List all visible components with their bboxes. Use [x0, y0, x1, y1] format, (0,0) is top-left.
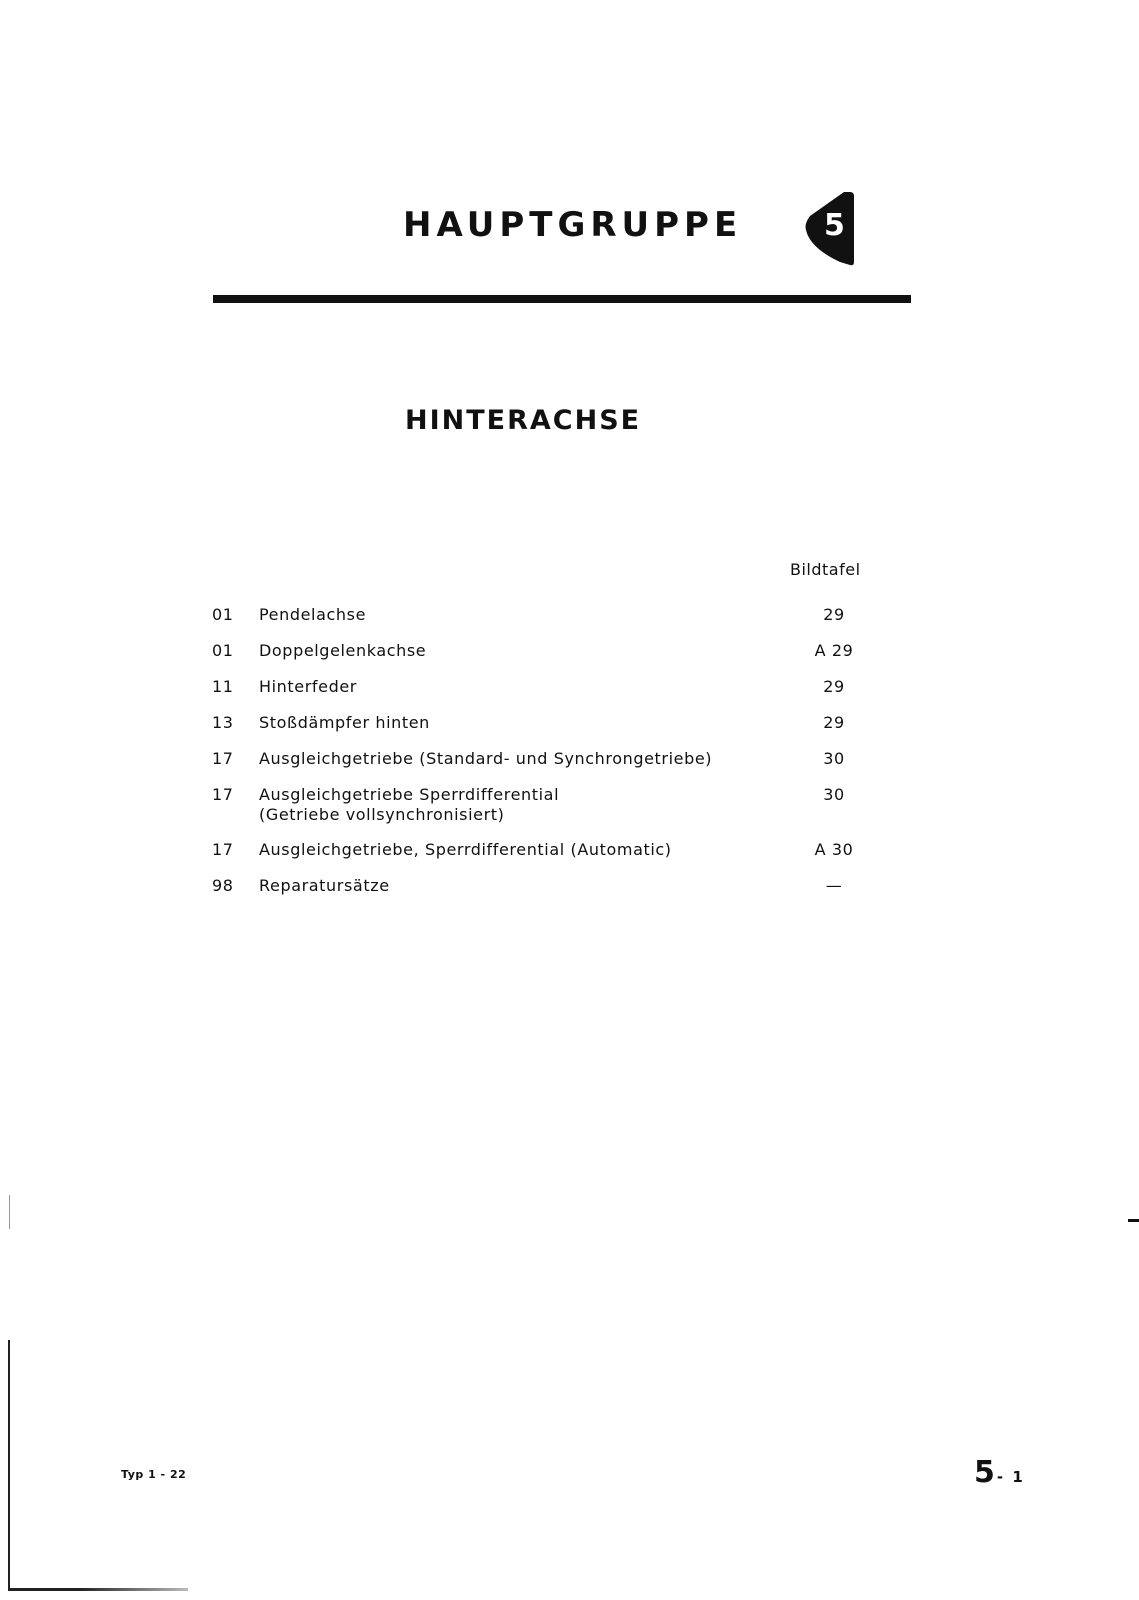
section-title: HINTERACHSE [405, 405, 642, 436]
type-label: Typ 1 - 22 [121, 1468, 187, 1481]
row-title: Stoßdämpfer hinten [259, 713, 430, 732]
row-number: 11 [212, 677, 234, 696]
table-row [212, 749, 892, 769]
row-title: Ausgleichgetriebe (Standard- und Synchrongetriebe) [259, 749, 713, 768]
row-title: Doppelgelenkachse [259, 641, 427, 660]
plate-column-header: Bildtafel [790, 560, 861, 579]
row-plate: 29 [823, 713, 845, 732]
row-plate: 29 [823, 605, 845, 624]
table-row [212, 713, 892, 733]
row-number: 17 [212, 785, 234, 804]
row-number: 17 [212, 749, 234, 768]
row-number: 01 [212, 641, 234, 660]
scan-mark [1128, 1219, 1139, 1222]
row-title-block [259, 785, 799, 825]
row-number: 01 [212, 605, 234, 624]
group-number: 5 [824, 208, 845, 243]
row-plate: — [825, 876, 843, 895]
row-title: Pendelachse [259, 605, 367, 624]
row-number: 17 [212, 840, 234, 859]
row-title: Hinterfeder [259, 677, 357, 696]
row-plate: 29 [823, 677, 845, 696]
table-row [212, 876, 892, 896]
row-plate: A 30 [814, 840, 854, 859]
main-group-heading: HAUPTGRUPPE [403, 205, 743, 245]
heading-divider [213, 295, 911, 303]
page-number-minor: - 1 [996, 1468, 1025, 1486]
row-title: Reparatursätze [259, 876, 390, 895]
row-title: Ausgleichgetriebe, Sperrdifferential (Automatic) [259, 840, 672, 859]
table-row [212, 840, 892, 860]
row-number: 98 [212, 876, 234, 895]
row-title: Ausgleichgetriebe Sperrdifferential [259, 785, 560, 804]
table-row [212, 641, 892, 661]
contents-table [212, 605, 892, 912]
table-row [212, 677, 892, 697]
scan-edge-bottom [8, 1588, 188, 1591]
row-plate: A 29 [814, 641, 854, 660]
page-number [974, 1455, 1025, 1490]
row-title-continuation: (Getriebe vollsynchronisiert) [259, 805, 505, 824]
row-plate: 30 [823, 749, 845, 768]
table-row [212, 785, 892, 825]
scan-mark [9, 1195, 10, 1229]
table-row [212, 605, 892, 625]
scan-edge-line [8, 1340, 10, 1590]
row-plate: 30 [823, 785, 845, 804]
page-number-major: 5 [974, 1455, 995, 1490]
row-number: 13 [212, 713, 234, 732]
group-number-badge [800, 190, 860, 268]
